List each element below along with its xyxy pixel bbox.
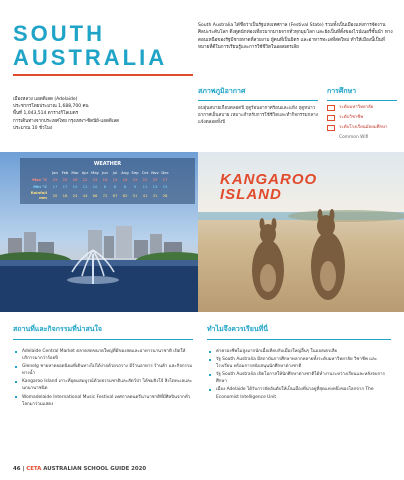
fact-population: ประชากรโดยประมาณ 1,688,700 คน — [13, 104, 89, 110]
weather-table — [23, 169, 170, 200]
education-item: ระดับโรงเรียนมัธยมศึกษา — [327, 125, 397, 131]
month-label: Mar — [71, 170, 79, 175]
month-label: Nov — [151, 170, 159, 175]
reasons-section — [207, 324, 391, 402]
climate-heading: สภาพภูมิอากาศ — [198, 87, 246, 95]
climate-section — [198, 86, 320, 101]
list-item: Adelaide Central Market ตลาดสดขนาดใหญ่ที่มีของสดและอาหารนานาชาติ เปิดให้บริการมากว่าร้อยปี — [13, 348, 193, 362]
intro-paragraph: South Australia ได้ชื่อว่าเป็นรัฐแห่งเทศกาล (Festival State) รวมทั้งเป็นเมืองแห่งการจัดงานศิลปะระดับโลก ดึงดูดนักท่องเที่ยวมากมายจากทั่วทุกมุมโลก และยังเป็นที่ตั้งของไวน์เนอรี่ชั้นนำ ทางตอนเหนือของรัฐมีชายหาดที่สวยงาม ผู้คนที่เป็นมิตร และอาหารทะเลที่สดใหม่ ทำให้เมืองนี้เป็นที่หมายที่ดีในการเรียนรู้และการใช้ชีวิตในออสเตรเลีย — [198, 23, 393, 51]
row-label: Min °C — [33, 184, 47, 189]
fact-travel-time: ประมาณ 10 ชั่วโมง — [13, 125, 53, 131]
month-label: Jul — [112, 170, 118, 175]
list-item: รัฐ South Australia มีสถาบันการศึกษาหลากหลายทั้งระดับมหาวิทยาลัย วิชาชีพ และโรงเรียน พร้อมการสนับสนุนนักศึกษาต่างชาติ — [207, 356, 391, 370]
weather-month-row — [23, 169, 170, 176]
school-icon — [327, 125, 335, 131]
education-heading: การศึกษา — [327, 87, 357, 95]
brand-name: CETA — [26, 466, 42, 472]
fact-capital: เมืองหลวง แอดดิเลด (Adelaide) — [13, 97, 78, 102]
attractions-section — [13, 324, 193, 409]
month-label: Feb — [61, 170, 69, 175]
row-label: Rainfall mm — [30, 190, 47, 200]
month-label: Apr — [81, 170, 89, 175]
title-divider — [13, 74, 193, 76]
attractions-underline — [13, 339, 193, 340]
kangaroo-island-caption: KANGAROO ISLAND — [220, 171, 318, 203]
month-label: Aug — [121, 170, 129, 175]
list-item: Womadelaide International Music Festival เทศกาลดนตรีนานาชาติที่มีศิลปินจากทั่วโลกมาร่วมแสดง — [13, 394, 193, 408]
weather-title: WEATHER — [93, 161, 122, 167]
page-number: 46 — [13, 466, 21, 472]
title-line-2: AUSTRALIA — [13, 45, 168, 70]
reasons-heading: ทำไมจึงควรเรียนที่นี่ — [207, 325, 269, 333]
attractions-heading: สถานที่และกิจกรรมที่น่าสนใจ — [13, 325, 103, 333]
education-item: Common Wifi — [339, 135, 369, 140]
attractions-list — [13, 348, 193, 408]
page-footer: 46 | CETA AUSTRALIAN SCHOOL GUIDE 2020 — [13, 466, 147, 472]
month-label: Jan — [52, 170, 58, 175]
facts-block — [13, 96, 188, 132]
fact-travel: การเดินทางจากประเทศไทย กรุงเทพฯ-ซิดนีย์-แอดดิเลด — [13, 118, 120, 124]
education-item: ระดับวิชาชีพ — [327, 115, 397, 121]
month-label: May — [91, 170, 99, 175]
weather-rain-row: Rainfall mm 20 18 24 44 68 72 67 62 51 41 31 28 — [23, 190, 170, 200]
education-list — [327, 105, 397, 145]
education-section — [327, 86, 397, 101]
list-item: เมือง Adelaide ได้รับการจัดอันดับให้เป็นเมืองที่น่าอยู่ที่สุดแห่งหนึ่งของโลกจาก The Economist Intelligence Unit — [207, 386, 391, 400]
weather-min-row: Min °C 17 17 15 12 10 8 8 8 9 11 13 15 — [23, 183, 170, 190]
title-line-1: SOUTH — [13, 21, 105, 46]
month-label: Jun — [102, 170, 108, 175]
list-item: Glenelg ชายหาดยอดนิยมที่เดินทางไปได้ง่ายด้วยรถราง มีร้านอาหาร ร้านค้า และกิจกรรมทางน้ำ — [13, 363, 193, 377]
vocational-icon — [327, 115, 335, 121]
weather-max-row: Max °C 29 29 26 22 19 16 15 16 19 22 25 27 — [23, 176, 170, 183]
month-label: Oct — [141, 170, 149, 175]
fact-area: พื้นที่ 1,043,514 ตารางกิโลเมตร — [13, 111, 79, 117]
climate-underline — [198, 100, 318, 101]
publication-title: AUSTRALIAN SCHOOL GUIDE 2020 — [41, 466, 147, 472]
list-item: Kangaroo Island เกาะที่อุดมสมบูรณ์ด้วยธรรมชาติและสัตว์ป่า ได้ชมจิงโจ้ สิงโตทะเลและนกนานาชนิด — [13, 378, 193, 392]
education-underline — [327, 100, 397, 101]
list-item: ค่าครองชีพไม่สูงมากนักเมื่อเทียบกับเมืองใหญ่อื่นๆ ในออสเตรเลีย — [207, 348, 391, 355]
row-label: Max °C — [32, 177, 47, 182]
reasons-list — [207, 348, 391, 401]
education-item: ระดับมหาวิทยาลัย — [327, 105, 397, 111]
month-label: Dec — [161, 170, 169, 175]
university-icon — [327, 105, 335, 111]
weather-panel — [20, 158, 195, 204]
page-title — [13, 22, 167, 70]
list-item: รัฐ South Australia เปิดโอกาสให้นักศึกษาต่างชาติได้ทำงานระหว่างเรียนและหลังจบการศึกษา — [207, 371, 391, 385]
month-label: Sep — [131, 170, 139, 175]
reasons-underline — [207, 339, 391, 340]
climate-text: อบอุ่นสบายเกือบตลอดปี ฤดูร้อนอากาศร้อนและแห้ง ฤดูหนาวอากาศเย็นสบาย เหมาะสำหรับการใช้ชีวิตและทำกิจกรรมกลางแจ้งตลอดทั้งปี — [198, 106, 318, 125]
